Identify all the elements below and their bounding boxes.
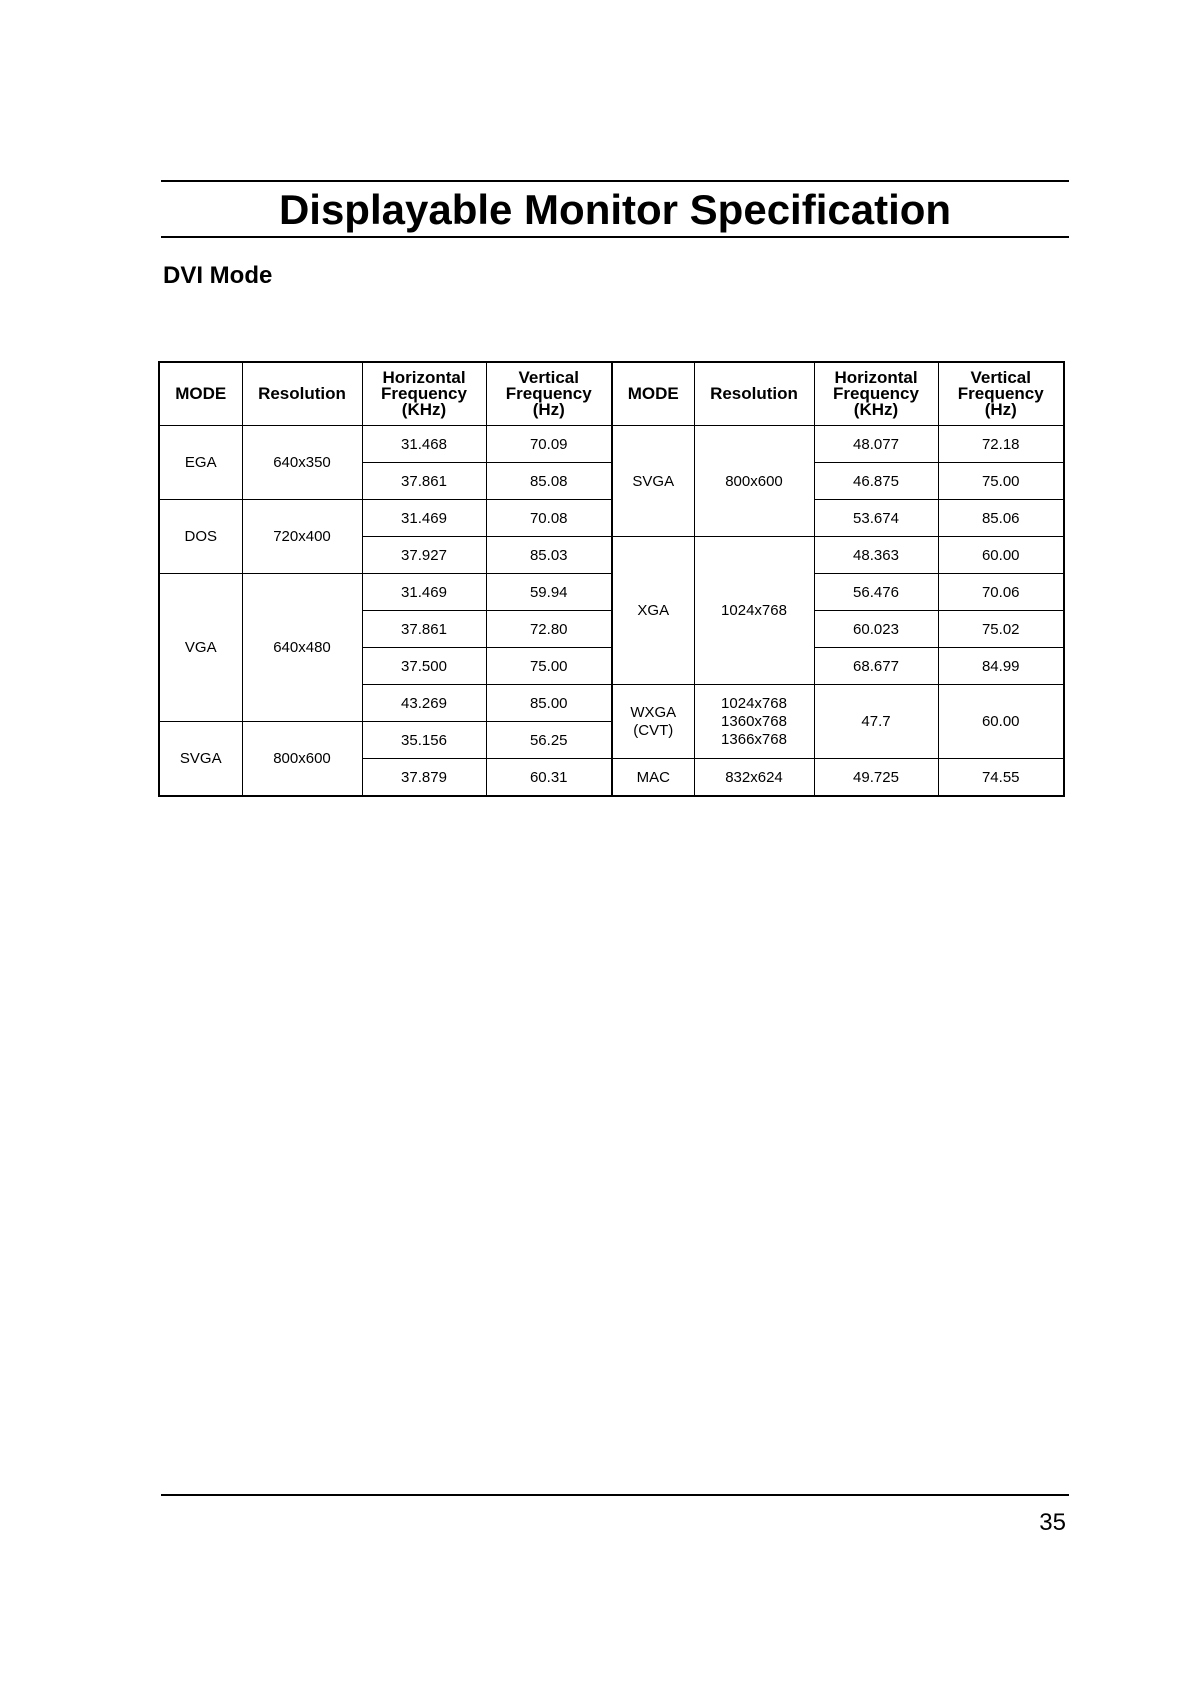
header-vertical-frequency-right — [938, 362, 1064, 426]
mode-cell: DOS — [159, 500, 242, 574]
v-freq-cell: 85.03 — [486, 537, 612, 574]
header-h-line2: Frequency — [381, 384, 467, 403]
header-v-line1-right: Vertical — [970, 368, 1031, 387]
h-freq-cell: 37.861 — [362, 611, 486, 648]
header-horizontal-frequency-right — [814, 362, 938, 426]
resolution-cell: 800x600 — [242, 722, 362, 797]
header-resolution-right: Resolution — [694, 362, 814, 426]
h-freq-cell: 31.469 — [362, 574, 486, 611]
table-row — [159, 426, 1064, 463]
resolution-cell: 640x480 — [242, 574, 362, 722]
header-mode: MODE — [159, 362, 242, 426]
page-number: 35 — [1039, 1509, 1066, 1536]
resolution-line: 1366x768 — [721, 730, 787, 748]
mode-cell-right: MAC — [612, 759, 694, 797]
v-freq-cell-right: 75.00 — [938, 463, 1064, 500]
v-freq-cell-right: 72.18 — [938, 426, 1064, 463]
v-freq-cell-right: 75.02 — [938, 611, 1064, 648]
v-freq-cell-right: 74.55 — [938, 759, 1064, 797]
h-freq-cell: 43.269 — [362, 685, 486, 722]
mode-line: WXGA — [630, 703, 677, 721]
header-h-line3: (KHz) — [401, 400, 447, 419]
table-header-row — [159, 362, 1064, 426]
h-freq-cell-right: 46.875 — [814, 463, 938, 500]
v-freq-cell: 70.09 — [486, 426, 612, 463]
page-title: Displayable Monitor Specification — [278, 186, 952, 233]
header-h-line2-right: Frequency — [833, 384, 919, 403]
resolution-cell-right: 832x624 — [694, 759, 814, 797]
mode-cell-right — [612, 685, 694, 759]
h-freq-cell-right: 48.077 — [814, 426, 938, 463]
v-freq-cell: 70.08 — [486, 500, 612, 537]
header-vertical-frequency — [486, 362, 612, 426]
resolution-cell-right: 800x600 — [694, 426, 814, 537]
mode-cell: SVGA — [159, 722, 242, 797]
resolution-line: 1360x768 — [721, 712, 787, 730]
resolution-line: 1024x768 — [721, 694, 787, 712]
header-h-line1: Horizontal — [382, 368, 466, 387]
h-freq-cell: 37.500 — [362, 648, 486, 685]
table-row — [159, 500, 1064, 537]
table-row — [159, 574, 1064, 611]
h-freq-cell-right: 48.363 — [814, 537, 938, 574]
h-freq-cell: 37.861 — [362, 463, 486, 500]
header-v-line3-right: (Hz) — [984, 400, 1017, 419]
h-freq-cell: 31.469 — [362, 500, 486, 537]
header-v-line2: Frequency — [505, 384, 592, 403]
h-freq-cell-right: 68.677 — [814, 648, 938, 685]
h-freq-cell-right: 53.674 — [814, 500, 938, 537]
v-freq-cell: 85.08 — [486, 463, 612, 500]
h-freq-cell-right: 47.7 — [814, 685, 938, 759]
resolution-cell: 640x350 — [242, 426, 362, 500]
header-mode-right: MODE — [612, 362, 694, 426]
v-freq-cell-right: 84.99 — [938, 648, 1064, 685]
h-freq-cell: 31.468 — [362, 426, 486, 463]
v-freq-cell-right: 85.06 — [938, 500, 1064, 537]
v-freq-cell: 72.80 — [486, 611, 612, 648]
h-freq-cell-right: 60.023 — [814, 611, 938, 648]
header-v-line3: (Hz) — [532, 400, 565, 419]
mode-cell-right: SVGA — [612, 426, 694, 537]
resolution-cell: 720x400 — [242, 500, 362, 574]
v-freq-cell-right: 60.00 — [938, 685, 1064, 759]
header-h-line3-right: (KHz) — [853, 400, 899, 419]
section-heading: DVI Mode — [163, 262, 273, 289]
v-freq-cell: 59.94 — [486, 574, 612, 611]
title-underline — [161, 236, 1069, 238]
v-freq-cell: 60.31 — [486, 759, 612, 797]
h-freq-cell: 37.927 — [362, 537, 486, 574]
mode-line: (CVT) — [633, 721, 674, 739]
resolution-cell-right — [694, 685, 814, 759]
v-freq-cell: 56.25 — [486, 722, 612, 759]
footer-rule — [161, 1494, 1069, 1496]
h-freq-cell-right: 56.476 — [814, 574, 938, 611]
top-rule — [161, 180, 1069, 182]
v-freq-cell-right: 60.00 — [938, 537, 1064, 574]
h-freq-cell: 37.879 — [362, 759, 486, 797]
v-freq-cell: 85.00 — [486, 685, 612, 722]
v-freq-cell-right: 70.06 — [938, 574, 1064, 611]
v-freq-cell: 75.00 — [486, 648, 612, 685]
header-resolution: Resolution — [242, 362, 362, 426]
header-h-line1-right: Horizontal — [834, 368, 918, 387]
mode-cell: EGA — [159, 426, 242, 500]
spec-table — [158, 361, 1065, 797]
header-v-line1: Vertical — [518, 368, 579, 387]
h-freq-cell-right: 49.725 — [814, 759, 938, 797]
header-horizontal-frequency — [362, 362, 486, 426]
mode-cell-right: XGA — [612, 537, 694, 685]
resolution-cell-right: 1024x768 — [694, 537, 814, 685]
header-v-line2-right: Frequency — [957, 384, 1044, 403]
mode-cell: VGA — [159, 574, 242, 722]
h-freq-cell: 35.156 — [362, 722, 486, 759]
